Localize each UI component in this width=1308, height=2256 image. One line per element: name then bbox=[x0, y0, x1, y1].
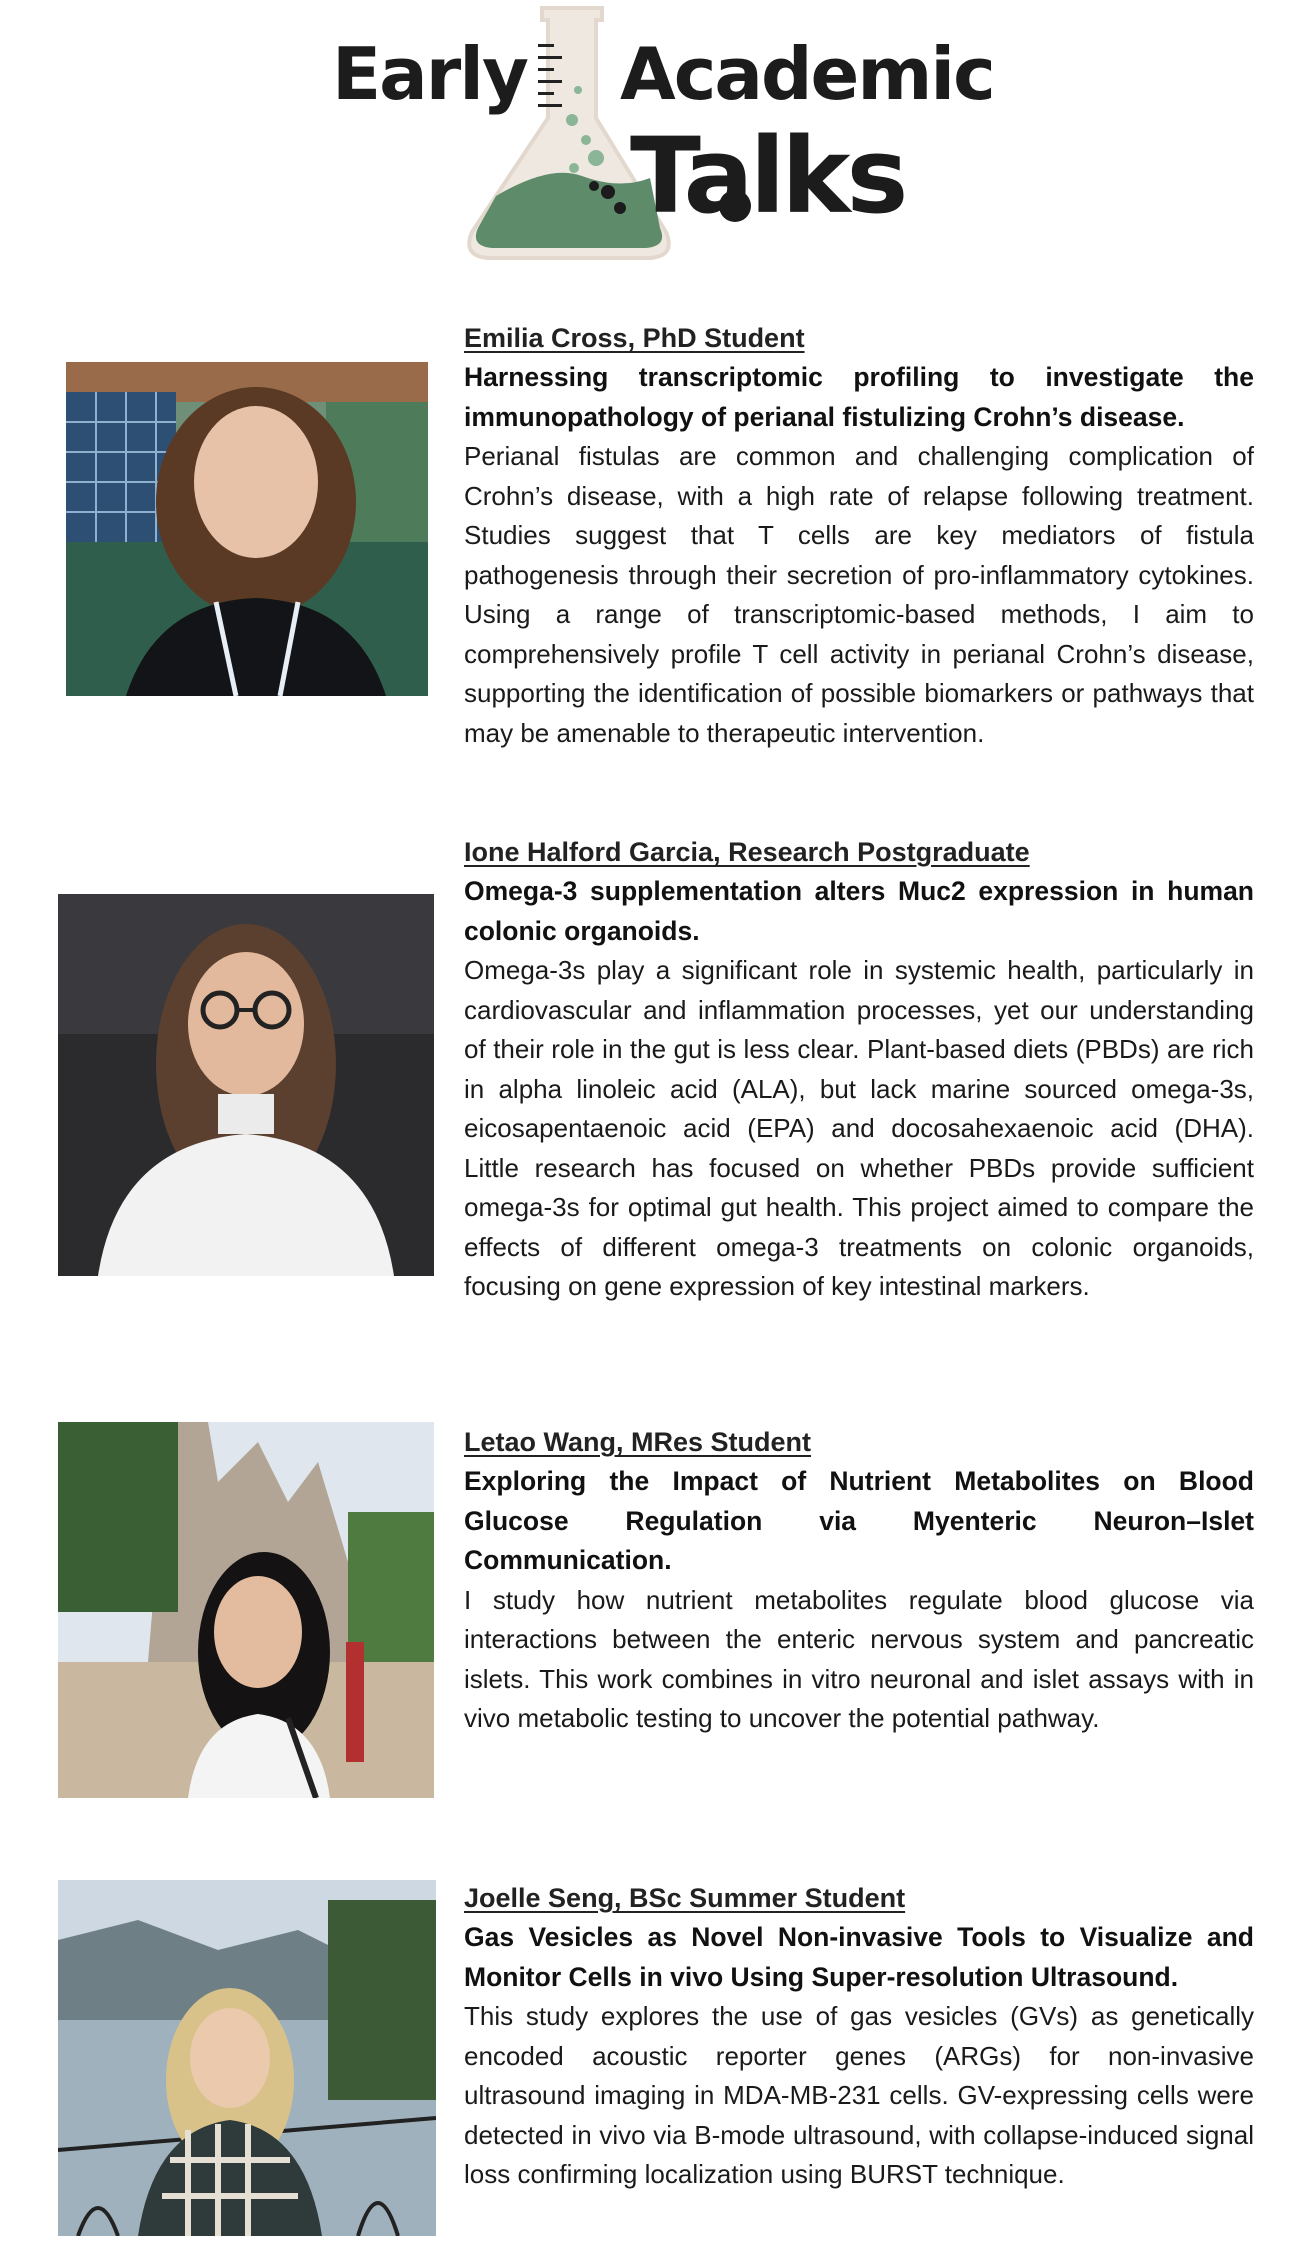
talk-title: Harnessing transcriptomic profiling to investigate the immunopathology of perianal fistulizing Crohn’s disease. bbox=[464, 362, 1254, 432]
speaker-text-2 bbox=[464, 832, 1254, 1307]
talk-abstract: This study explores the use of gas vesicles (GVs) as genetically encoded acoustic reporter genes (ARGs) for non-invasive ultrasound imaging in MDA-MB-231 cells. GV-expressing cells were detected in vivo via B-mode ultrasound, with collapse-induced signal loss confirming localization using BURST technique. bbox=[464, 2001, 1254, 2189]
speaker-photo-ione bbox=[58, 894, 434, 1276]
speaker-name-role: Letao Wang, MRes Student bbox=[464, 1427, 812, 1457]
portrait-photo-icon bbox=[58, 894, 434, 1276]
speaker-name-role: Joelle Seng, BSc Summer Student bbox=[464, 1883, 906, 1913]
talk-title: Exploring the Impact of Nutrient Metabolites on Blood Glucose Regulation via Myenteric Neuron–Islet Communication. bbox=[464, 1466, 1254, 1575]
speaker-name-role: Emilia Cross, PhD Student bbox=[464, 323, 805, 353]
talk-title: Omega-3 supplementation alters Muc2 expression in human colonic organoids. bbox=[464, 876, 1254, 946]
speaker-name-role: Ione Halford Garcia, Research Postgraduate bbox=[464, 837, 1030, 867]
early-academic-talks-logo bbox=[320, 0, 1000, 270]
talk-abstract: Perianal fistulas are common and challenging complication of Crohn’s disease, with a high rate of relapse following treatment. Studies suggest that T cells are key mediators of fistula pathogenesis through their secretion of pro-inflammatory cytokines. Using a range of transcriptomic-based methods, I aim to comprehensively profile T cell activity in perianal Crohn’s disease, supporting the identification of possible biomarkers or pathways that may be amenable to therapeutic intervention. bbox=[464, 441, 1254, 748]
talk-abstract: I study how nutrient metabolites regulate blood glucose via interactions between the enteric nervous system and pancreatic islets. This work combines in vitro neuronal and islet assays with in vivo metabolic testing to uncover the potential pathway. bbox=[464, 1584, 1254, 1733]
speaker-photo-emilia bbox=[66, 362, 428, 696]
speaker-text-4 bbox=[464, 1878, 1254, 2195]
talk-abstract: Omega-3s play a significant role in systemic health, particularly in cardiovascular and inflammation processes, yet our understanding of their role in the gut is less clear. Plant-based diets (PBDs) are rich in alpha linoleic acid (ALA), but lack marine sourced omega-3s, eicosapentaenoic acid (EPA) and docosahexaenoic acid (DHA). Little research has focused on whether PBDs provide sufficient omega-3s for optimal gut health. This project aimed to compare the effects of different omega-3 treatments on colonic organoids, focusing on gene expression of key intestinal markers. bbox=[464, 955, 1254, 1301]
speaker-photo-letao bbox=[58, 1422, 434, 1798]
portrait-photo-icon bbox=[66, 362, 428, 696]
speaker-text-1 bbox=[464, 318, 1254, 753]
logo-word-early: Early bbox=[332, 32, 527, 116]
portrait-photo-icon bbox=[58, 1880, 436, 2236]
speaker-photo-joelle bbox=[58, 1880, 436, 2236]
speaker-text-3 bbox=[464, 1422, 1254, 1739]
logo-word-academic: Academic bbox=[620, 32, 994, 116]
talk-title: Gas Vesicles as Novel Non-invasive Tools to Visualize and Monitor Cells in vivo Using Super-resolution Ultrasound. bbox=[464, 1922, 1254, 1992]
logo-word-talks: Talks bbox=[630, 115, 905, 237]
portrait-photo-icon bbox=[58, 1422, 434, 1798]
